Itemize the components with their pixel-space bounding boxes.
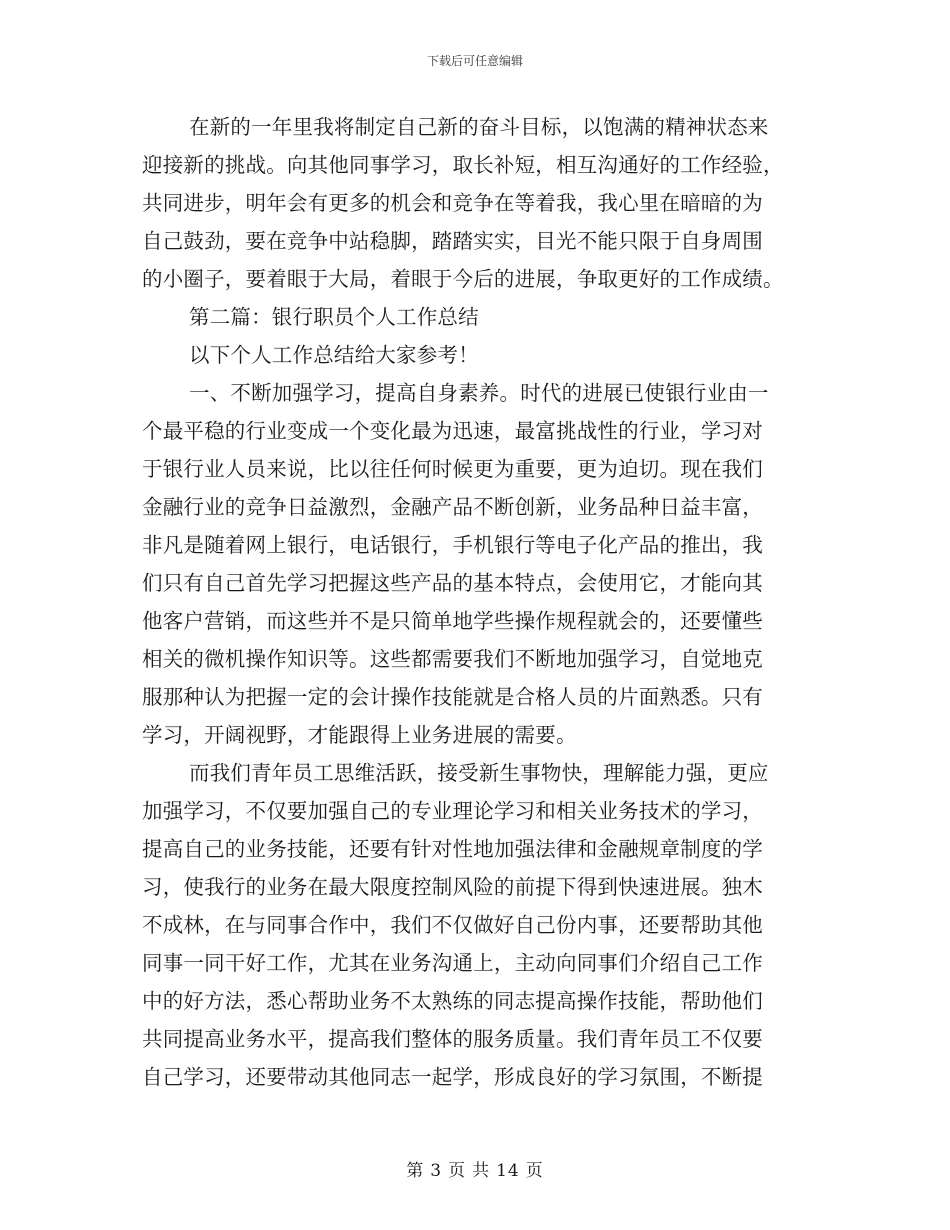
paragraph-line: 于银行业人员来说，比以往任何时候更为重要，更为迫切。现在我们 bbox=[142, 457, 763, 481]
page-label-prefix: 第 bbox=[406, 1161, 425, 1181]
paragraph-line: 不成林，在与同事合作中，我们不仅做好自己份内事，还要帮助其他 bbox=[142, 913, 763, 937]
header-note: 下载后可任意编辑 bbox=[426, 54, 523, 68]
paragraph-line: 以下个人工作总结给大家参考！ bbox=[189, 343, 479, 367]
paragraph-line: 同事一同干好工作，尤其在业务沟通上，主动向同事们介绍自己工作 bbox=[142, 951, 763, 975]
paragraph-line: 们只有自己首先学习把握这些产品的基本特点，会使用它，才能向其 bbox=[142, 571, 763, 595]
page-footer bbox=[0, 1156, 950, 1181]
paragraph-line: 而我们青年员工思维活跃，接受新生事物快，理解能力强，更应 bbox=[189, 761, 769, 785]
paragraph-line: 学习，开阔视野，才能跟得上业务进展的需要。 bbox=[142, 723, 577, 747]
paragraph-line: 服那种认为把握一定的会计操作技能就是合格人员的片面熟悉。只有 bbox=[142, 685, 763, 709]
paragraph-line: 加强学习，不仅要加强自己的专业理论学习和相关业务技术的学习， bbox=[142, 799, 763, 823]
paragraph-line: 中的好方法，悉心帮助业务不太熟练的同志提高操作技能，帮助他们 bbox=[142, 989, 763, 1013]
paragraph-line: 习，使我行的业务在最大限度控制风险的前提下得到快速进展。独木 bbox=[142, 875, 763, 899]
paragraph-line: 金融行业的竞争日益激烈，金融产品不断创新，业务品种日益丰富， bbox=[142, 495, 763, 519]
current-page-number: 3 bbox=[430, 1161, 443, 1181]
paragraph-line: 一、不断加强学习，提高自身素养。时代的进展已使银行业由一 bbox=[189, 381, 769, 405]
paragraph-line: 提高自己的业务技能，还要有针对性地加强法律和金融规章制度的学 bbox=[142, 837, 763, 861]
paragraph-line: 自己学习，还要带动其他同志一起学，形成良好的学习氛围，不断提 bbox=[142, 1065, 763, 1089]
paragraph-line: 自己鼓劲，要在竞争中站稳脚，踏踏实实，目光不能只限于自身周围 bbox=[142, 229, 763, 253]
paragraph-line: 共同进步，明年会有更多的机会和竞争在等着我，我心里在暗暗的为 bbox=[142, 191, 763, 215]
page-header bbox=[0, 52, 950, 69]
total-pages-number: 14 bbox=[496, 1161, 520, 1181]
page-label-mid: 页 bbox=[448, 1161, 467, 1181]
paragraph-line: 个最平稳的行业变成一个变化最为迅速，最富挑战性的行业，学习对 bbox=[142, 419, 763, 443]
page-label-total-prefix: 共 bbox=[472, 1161, 491, 1181]
paragraph-line: 他客户营销，而这些并不是只简单地学些操作规程就会的，还要懂些 bbox=[142, 609, 763, 633]
paragraph-line: 的小圈子，要着眼于大局，着眼于今后的进展，争取更好的工作成绩。 bbox=[142, 267, 784, 291]
document-body bbox=[142, 108, 810, 1096]
paragraph-line: 共同提高业务水平，提高我们整体的服务质量。我们青年员工不仅要 bbox=[142, 1027, 763, 1051]
paragraph-line: 非凡是随着网上银行，电话银行，手机银行等电子化产品的推出，我 bbox=[142, 533, 763, 557]
paragraph-line: 迎接新的挑战。向其他同事学习，取长补短，相互沟通好的工作经验， bbox=[142, 153, 784, 177]
paragraph-line: 相关的微机操作知识等。这些都需要我们不断地加强学习，自觉地克 bbox=[142, 647, 763, 671]
paragraph-line: 在新的一年里我将制定自己新的奋斗目标，以饱满的精神状态来 bbox=[189, 115, 769, 139]
section-heading: 第二篇：银行职员个人工作总结 bbox=[189, 305, 479, 329]
page-label-suffix: 页 bbox=[525, 1161, 544, 1181]
